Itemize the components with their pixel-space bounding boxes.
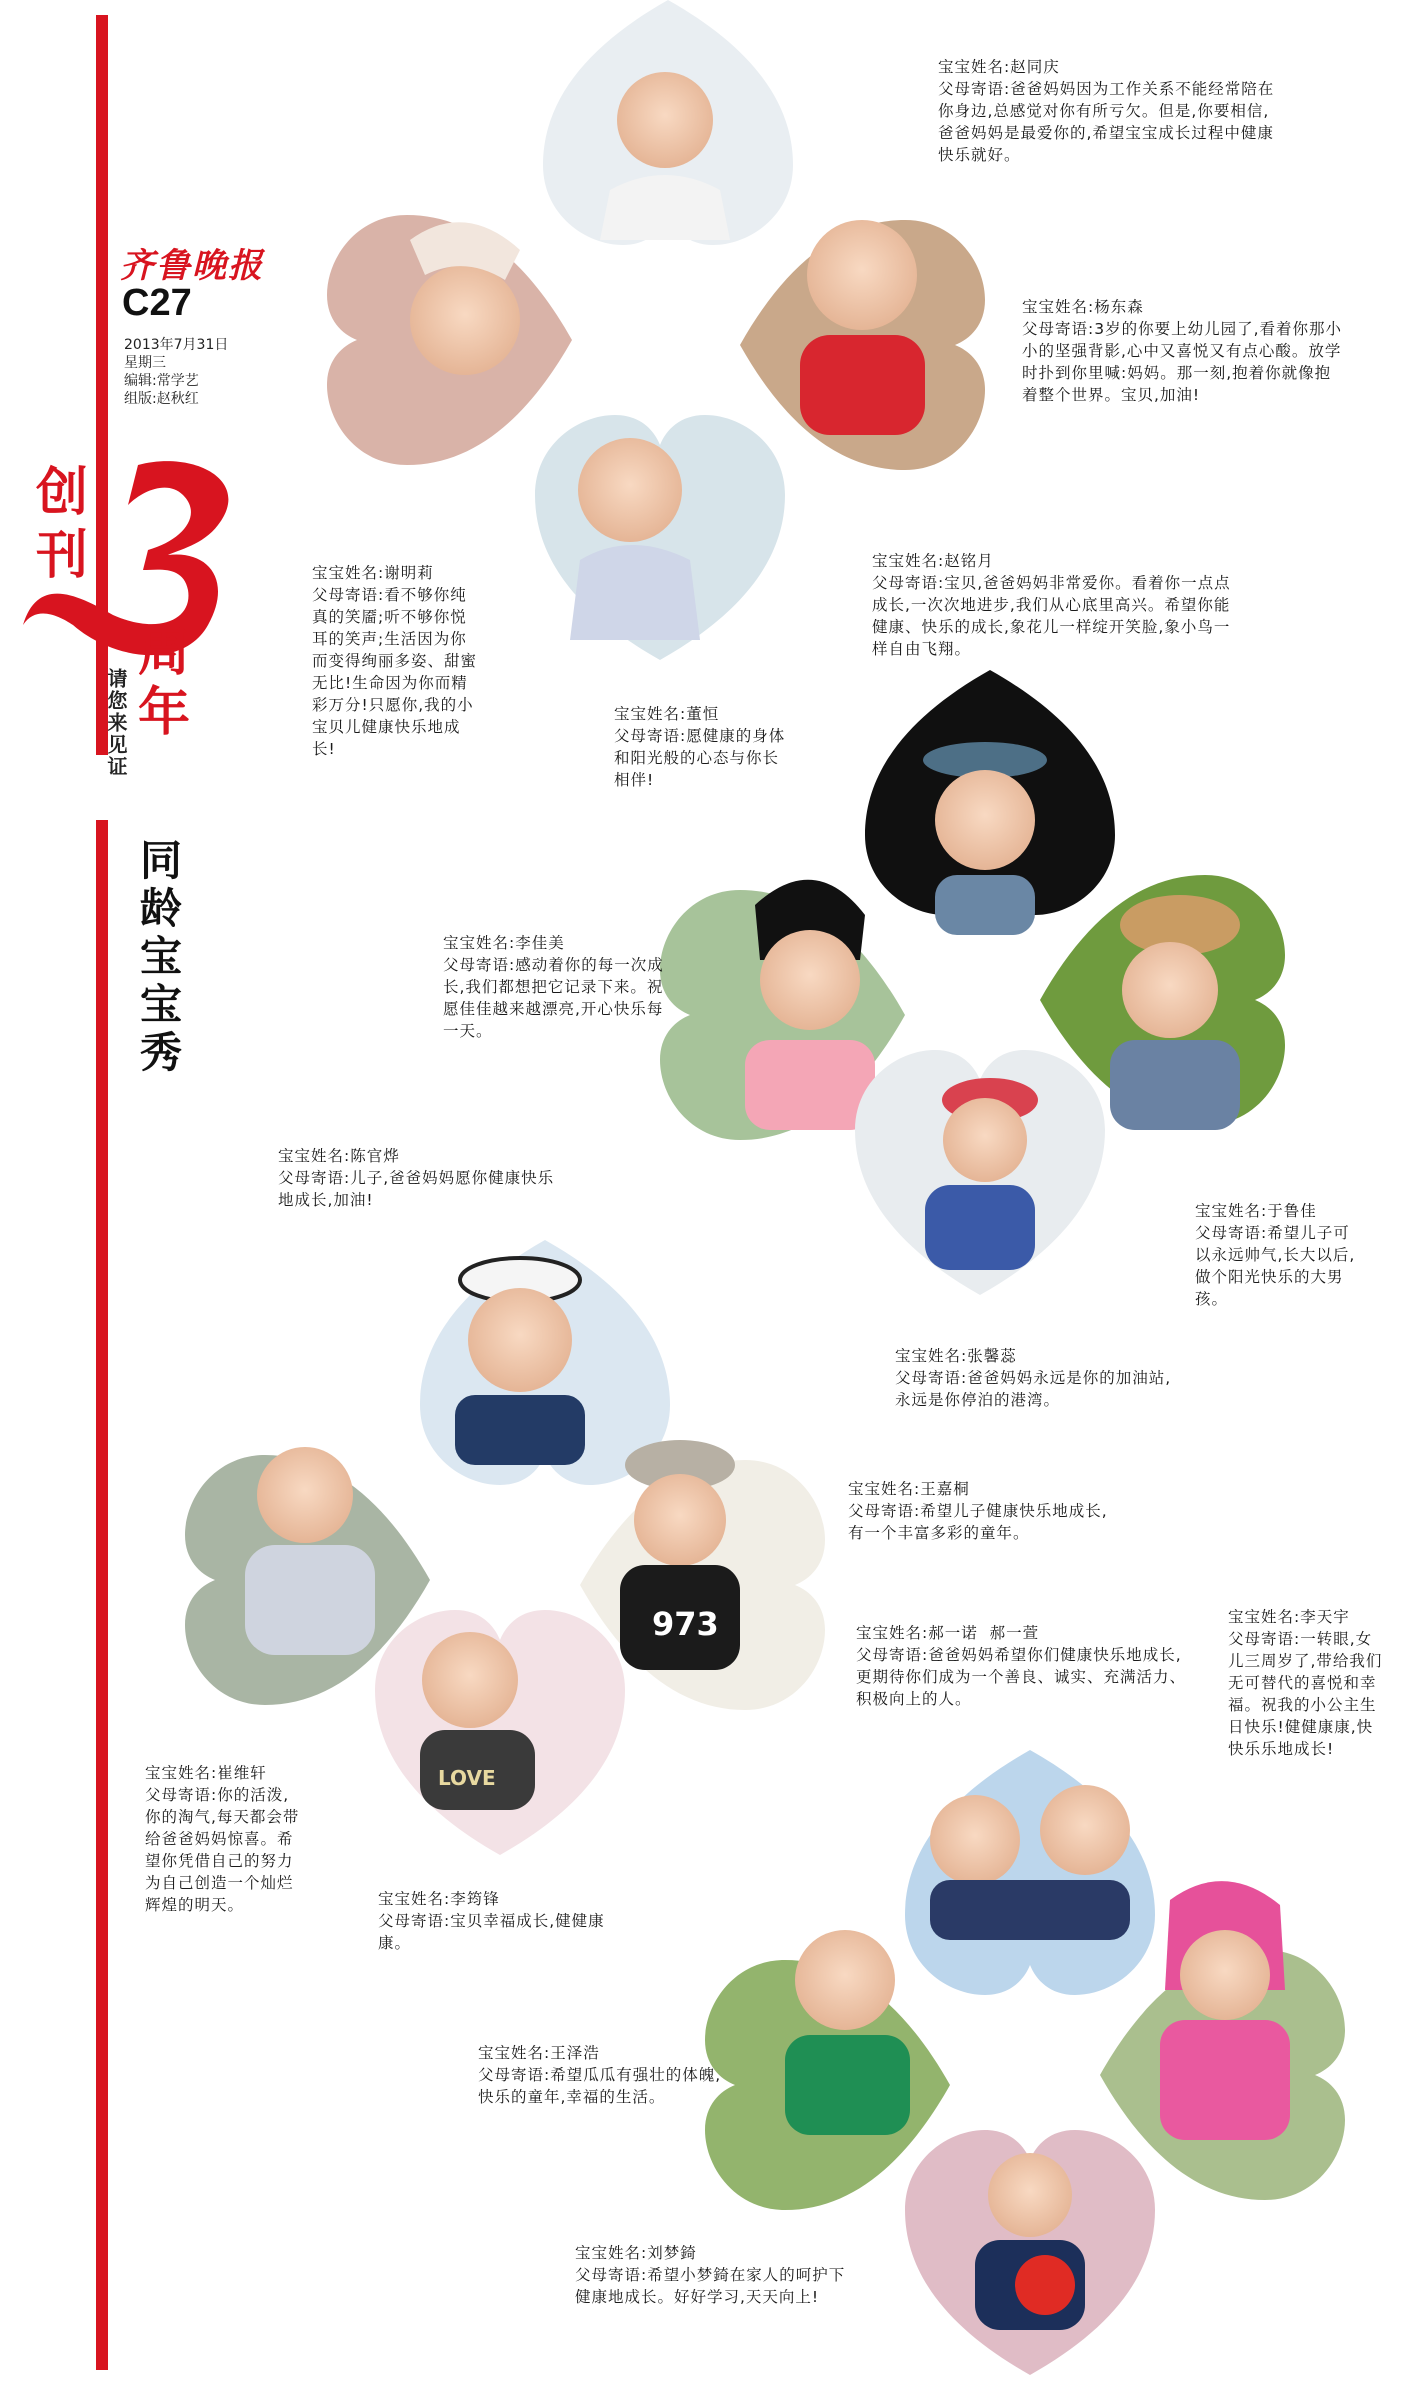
baby-name: 刘梦錡 xyxy=(647,2244,697,2262)
twins-shirts xyxy=(930,1880,1130,1940)
baby-name: 于鲁佳 xyxy=(1267,1202,1317,1220)
page-number: C27 xyxy=(122,282,192,324)
message-label: 父母寄语: xyxy=(312,586,385,604)
baby-jacket xyxy=(245,1545,375,1655)
message-label: 父母寄语: xyxy=(848,1502,921,1520)
baby-jacket xyxy=(455,1395,585,1465)
name-label: 宝宝姓名: xyxy=(1195,1202,1268,1220)
name-label: 宝宝姓名: xyxy=(1228,1608,1301,1626)
baby-face xyxy=(930,1795,1020,1885)
caption-wang-jiatong xyxy=(848,1478,1118,1544)
baby-pink-vest xyxy=(1160,2020,1290,2140)
caption-cui-weixuan xyxy=(145,1762,305,1916)
name-label: 宝宝姓名: xyxy=(478,2044,551,2062)
parent-message: 一转眼,女儿三周岁了,带给我们无可替代的喜悦和幸福。祝我的小公主生日快乐!健健康康,快快乐乐地成长! xyxy=(1228,1630,1383,1758)
baby-name: 杨东森 xyxy=(1094,298,1144,316)
baby-face xyxy=(257,1447,353,1543)
parent-message: 希望儿子健康快乐地成长,有一个丰富多彩的童年。 xyxy=(848,1502,1108,1542)
newspaper-logo: 齐鲁晚报 xyxy=(120,246,264,286)
baby-face xyxy=(410,265,520,375)
name-label: 宝宝姓名: xyxy=(312,564,385,582)
baby-name: 崔维轩 xyxy=(217,1764,267,1782)
caption-yang-dongsen xyxy=(1022,296,1347,406)
message-label: 父母寄语: xyxy=(938,80,1011,98)
message-label: 父母寄语: xyxy=(443,956,516,974)
baby-face xyxy=(760,930,860,1030)
banner-char-chuang: 创 xyxy=(36,463,89,523)
caption-li-tianyu xyxy=(1228,1606,1388,1760)
parent-message: 希望瓜瓜有强壮的体魄,快乐的童年,幸福的生活。 xyxy=(478,2066,722,2106)
baby-name: 王嘉桐 xyxy=(920,1480,970,1498)
message-label: 父母寄语: xyxy=(1228,1630,1301,1648)
parent-message: 宝贝幸福成长,健健康康。 xyxy=(378,1912,605,1952)
caption-chen-guanye xyxy=(278,1145,568,1211)
name-label: 宝宝姓名: xyxy=(614,705,687,723)
banner-char-nian: 年 xyxy=(138,683,191,743)
baby-vest xyxy=(570,545,700,640)
baby-face xyxy=(422,1632,518,1728)
message-label: 父母寄语: xyxy=(1195,1224,1268,1242)
caption-zhao-mingyue xyxy=(872,550,1242,660)
parent-message: 看不够你纯真的笑靥;听不够你悦耳的笑声;生活因为你而变得绚丽多姿、甜蜜无比!生命因为你而精彩万分!只愿你,我的小宝贝儿健康快乐地成长! xyxy=(312,586,478,758)
parent-message: 宝贝,爸爸妈妈非常爱你。看着你一点点成长,一次次地进步,我们从心底里高兴。希望你能健康、快乐的成长,象花儿一样绽开笑脸,象小鸟一样自由飞翔。 xyxy=(872,574,1231,658)
parent-message: 3岁的你要上幼儿园了,看着你那小小的坚强背影,心中又喜悦又有点心酸。放学时扑到你里喊:妈妈。那一刻,抱着你就像抱着整个世界。宝贝,加油! xyxy=(1022,320,1343,404)
baby-face xyxy=(1040,1785,1130,1875)
name-label: 宝宝姓名: xyxy=(848,1480,921,1498)
caption-yu-lujia xyxy=(1195,1200,1365,1310)
issue-date: 2013年7月31日 xyxy=(124,337,229,353)
name-label: 宝宝姓名: xyxy=(872,552,945,570)
name-label: 宝宝姓名: xyxy=(856,1624,929,1642)
parent-message: 儿子,爸爸妈妈愿你健康快乐地成长,加油! xyxy=(278,1169,555,1209)
baby-face xyxy=(807,220,917,330)
name-label: 宝宝姓名: xyxy=(938,58,1011,76)
baby-face xyxy=(578,438,682,542)
baby-name: 赵铭月 xyxy=(944,552,994,570)
section-title: 同龄宝宝秀 xyxy=(134,838,183,1078)
message-label: 父母寄语: xyxy=(1022,320,1095,338)
caption-dong-heng xyxy=(614,703,794,791)
baby-plaid-shirt xyxy=(785,2035,910,2135)
name-label: 宝宝姓名: xyxy=(378,1890,451,1908)
caption-hao-twins xyxy=(856,1622,1186,1710)
banner-char-kan: 刊 xyxy=(36,526,89,586)
baby-face xyxy=(468,1288,572,1392)
baby-pink-shirt xyxy=(745,1040,875,1130)
message-label: 父母寄语: xyxy=(478,2066,551,2084)
baby-face xyxy=(795,1930,895,2030)
name-label: 宝宝姓名: xyxy=(145,1764,218,1782)
baby-name: 张馨蕊 xyxy=(967,1347,1017,1365)
baby-face xyxy=(1122,942,1218,1038)
baby-name: 王泽浩 xyxy=(550,2044,600,2062)
baby-face xyxy=(617,72,713,168)
baby-face xyxy=(634,1474,726,1566)
caption-liu-mengqi xyxy=(575,2242,850,2308)
baby-face xyxy=(1180,1930,1270,2020)
caption-zhao-tongqing xyxy=(938,56,1278,166)
parent-message: 你的活泼,你的淘气,每天都会带给爸爸妈妈惊喜。希望你凭借自己的努力为自己创造一个灿烂辉煌的明天。 xyxy=(145,1786,300,1914)
pillow-print-text: LOVE xyxy=(438,1766,496,1790)
baby-name: 李天宇 xyxy=(1300,1608,1350,1626)
name-label: 宝宝姓名: xyxy=(1022,298,1095,316)
message-label: 父母寄语: xyxy=(278,1169,351,1187)
name-label: 宝宝姓名: xyxy=(895,1347,968,1365)
layout-credit: 组版:赵秋红 xyxy=(124,391,199,407)
message-label: 父母寄语: xyxy=(895,1369,968,1387)
baby-face xyxy=(943,1098,1027,1182)
message-label: 父母寄语: xyxy=(856,1646,929,1664)
editor-credit: 编辑:常学艺 xyxy=(124,373,199,389)
parent-message: 希望小梦錡在家人的呵护下健康地成长。好好学习,天天向上! xyxy=(575,2266,846,2306)
baby-top xyxy=(935,875,1035,935)
baby-dress xyxy=(925,1185,1035,1270)
baby-name: 陈官烨 xyxy=(350,1147,400,1165)
baby-name: 董恒 xyxy=(686,705,720,723)
baby-face xyxy=(988,2153,1072,2237)
caption-li-jiamei xyxy=(443,932,668,1042)
parent-message: 感动着你的每一次成长,我们都想把它记录下来。祝愿佳佳越来越漂亮,开心快乐每一天。 xyxy=(443,956,664,1040)
message-label: 父母寄语: xyxy=(145,1786,218,1804)
name-label: 宝宝姓名: xyxy=(443,934,516,952)
message-label: 父母寄语: xyxy=(614,727,687,745)
banner-char-zhou: 周 xyxy=(138,623,191,683)
name-label: 宝宝姓名: xyxy=(278,1147,351,1165)
name-label: 宝宝姓名: xyxy=(575,2244,648,2262)
caption-zhang-xinrui xyxy=(895,1345,1185,1411)
shirt-print-text: 973 xyxy=(652,1605,719,1643)
caption-xie-mingli xyxy=(312,562,482,760)
baby-name: 李筠锋 xyxy=(450,1890,500,1908)
issue-weekday: 星期三 xyxy=(124,355,166,371)
caption-wang-zehao xyxy=(478,2042,733,2108)
baby-name: 郝一诺 郝一萱 xyxy=(928,1624,1040,1642)
parent-message: 愿健康的身体和阳光般的心态与你长相伴! xyxy=(614,727,786,789)
baby-photo-hao-twins xyxy=(905,1750,1155,1995)
baby-name: 谢明莉 xyxy=(384,564,434,582)
red-ball xyxy=(1015,2255,1075,2315)
parent-message: 爸爸妈妈因为工作关系不能经常陪在你身边,总感觉对你有所亏欠。但是,你要相信,爸爸妈妈是最爱你的,希望宝宝成长过程中健康快乐就好。 xyxy=(938,80,1275,164)
parent-message: 爸爸妈妈永远是你的加油站,永远是你停泊的港湾。 xyxy=(895,1369,1172,1409)
baby-checked-shirt xyxy=(1110,1040,1240,1130)
message-label: 父母寄语: xyxy=(872,574,945,592)
baby-red-shirt xyxy=(800,335,925,435)
baby-face xyxy=(935,770,1035,870)
baby-name: 李佳美 xyxy=(515,934,565,952)
banner-subtitle: 请您来见证 xyxy=(104,668,128,778)
caption-li-junfeng xyxy=(378,1888,618,1954)
parent-message: 希望儿子可以永远帅气,长大以后,做个阳光快乐的大男孩。 xyxy=(1195,1224,1356,1308)
parent-message: 爸爸妈妈希望你们健康快乐地成长,更期待你们成为一个善良、诚实、充满活力、积极向上的人。 xyxy=(856,1646,1187,1708)
message-label: 父母寄语: xyxy=(575,2266,648,2284)
message-label: 父母寄语: xyxy=(378,1912,451,1930)
baby-name: 赵同庆 xyxy=(1010,58,1060,76)
